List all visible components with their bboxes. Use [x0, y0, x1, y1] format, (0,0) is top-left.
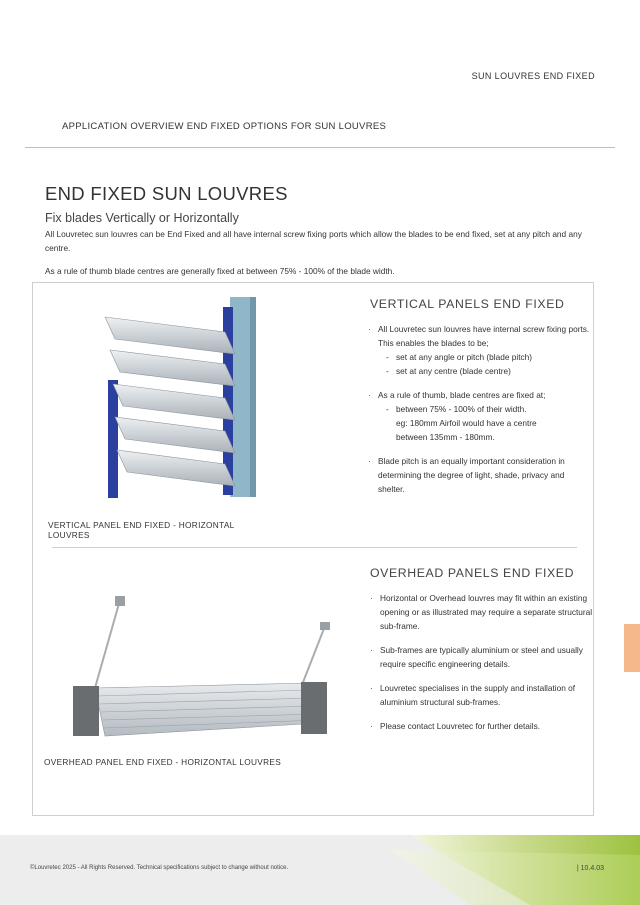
- vertical-panel-illustration: [95, 292, 270, 510]
- intro-paragraph-1: All Louvretec sun louvres can be End Fixed and all have internal screw fixing ports which allow the blades to be end fixed, set at any pitch and any centre.: [45, 229, 582, 253]
- header-divider: [25, 147, 615, 148]
- overhead-bullet: · Please contact Louvretec for further details.: [370, 719, 595, 733]
- page-title: END FIXED SUN LOUVRES: [45, 183, 288, 204]
- page-number: | 10.4.03: [576, 865, 604, 872]
- overhead-bullet: · Louvretec specialises in the supply and installation of aluminium structural sub-frames.: [370, 681, 595, 709]
- overhead-bullets: [370, 591, 595, 743]
- blades: [105, 317, 235, 486]
- vertical-section-title: VERTICAL PANELS END FIXED: [370, 297, 565, 311]
- side-tab-marker: [624, 624, 640, 672]
- right-sub-frame: [301, 682, 327, 734]
- vertical-bullets: [368, 322, 593, 506]
- vertical-bullet: · All Louvretec sun louvres have internal screw fixing ports. This enables the blades to be; - set at any angle or pitch (blade pitch) - set at any centre (blade centre): [368, 322, 593, 378]
- left-brace: [95, 600, 120, 688]
- page-subtitle: Fix blades Vertically or Horizontally: [45, 211, 239, 225]
- footer-copyright: ©Louvretec 2025 - All Rights Reserved. Technical specifications subject to change without notice.: [30, 865, 289, 871]
- left-sub-frame: [73, 686, 99, 736]
- overhead-panel-illustration: [65, 588, 340, 748]
- intro-text: [45, 227, 590, 287]
- section-divider: [52, 547, 577, 548]
- header-subtitle: APPLICATION OVERVIEW END FIXED OPTIONS FOR SUN LOUVRES: [62, 121, 387, 132]
- overhead-caption: OVERHEAD PANEL END FIXED - HORIZONTAL LOUVRES: [44, 757, 282, 767]
- vertical-caption: VERTICAL PANEL END FIXED - HORIZONTAL LOUVRES: [48, 520, 235, 540]
- header-section-label: SUN LOUVRES END FIXED: [471, 71, 595, 81]
- vertical-bullet: · As a rule of thumb, blade centres are fixed at; - between 75% - 100% of their width. eg: 180mm Airfoil would have a centre between 135mm - 180mm.: [368, 388, 593, 444]
- vertical-bullet: · Blade pitch is an equally important consideration in determining the degree of light, shade, privacy and shelter.: [368, 454, 593, 496]
- intro-paragraph-2: As a rule of thumb blade centres are generally fixed at between 75% - 100% of the blade width.: [45, 266, 395, 276]
- overhead-section-title: OVERHEAD PANELS END FIXED: [370, 566, 575, 580]
- left-frame: [108, 380, 118, 498]
- overhead-bullet: · Sub-frames are typically aluminium or steel and usually require specific engineering details.: [370, 643, 595, 671]
- overhead-bullet: · Horizontal or Overhead louvres may fit within an existing opening or as illustrated may require a separate structural sub-frame.: [370, 591, 595, 633]
- right-brace: [300, 626, 325, 690]
